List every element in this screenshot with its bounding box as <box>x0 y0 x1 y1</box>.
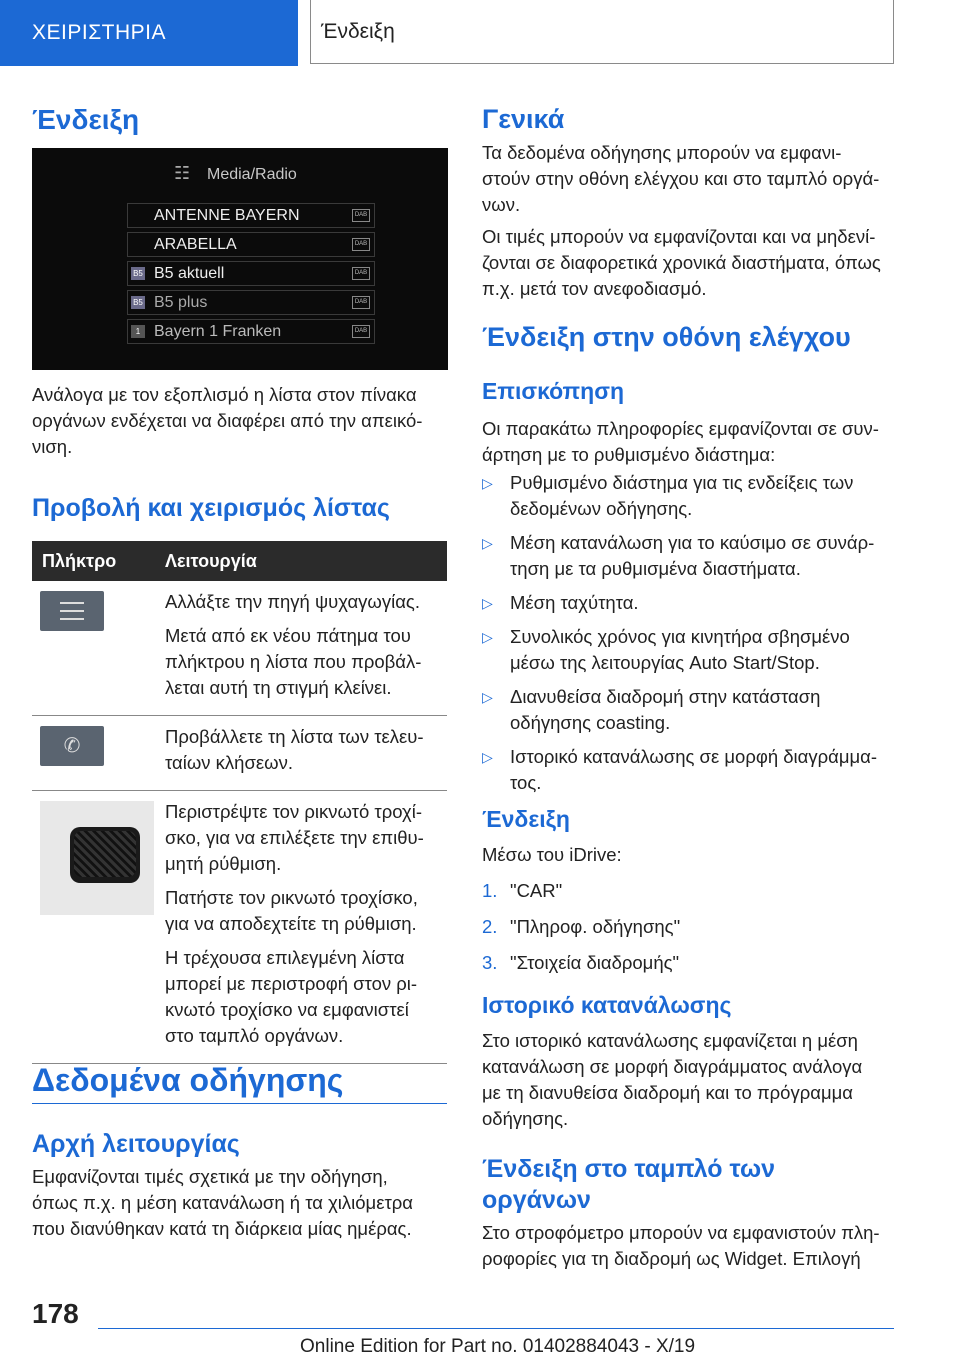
general-text: Οι τιμές μπορούν να εμφανίζονται και να μηδενί- ζονται σε διαφορετικά χρονικά διαστήματα, όπως π.χ. μετά τον ανεφοδιασμό. <box>482 226 881 299</box>
triangle-bullet-icon: ▷ <box>482 595 493 611</box>
triangle-bullet-icon: ▷ <box>482 475 493 491</box>
phone-button-icon: ✆ <box>40 726 104 766</box>
screen-list-item: 1 Bayern 1 Franken DAB <box>127 319 375 344</box>
station-logo-icon: B5 <box>131 267 145 280</box>
page-number: 178 <box>32 1298 79 1329</box>
general-text: Τα δεδομένα οδήγησης μπορούν να εμφανι- στούν στην οθόνη ελέγχου και στο ταμπλό οργά- νων. <box>482 142 880 215</box>
section-heading-general: Γενικά <box>482 104 565 134</box>
overview-text: Οι παρακάτω πληροφορίες εμφανίζονται σε συν- άρτηση με το ρυθμισμένο διάστημα: <box>482 418 879 465</box>
triangle-bullet-icon: ▷ <box>482 749 493 765</box>
column-header-function: Λειτουργία <box>165 550 257 571</box>
page-title-bar <box>310 0 894 64</box>
station-logo-icon: B5 <box>131 296 145 309</box>
function-text: Πατήστε τον ρικνωτό τροχίσκο, για να αποδεχτείτε τη ρύθμιση. <box>165 887 418 934</box>
list-item: ▷ Μέση ταχύτητα. <box>482 590 894 616</box>
screen-list-item: ARABELLA DAB <box>127 232 375 257</box>
dab-icon: DAB <box>352 267 370 280</box>
screen-list-item: ANTENNE BAYERN DAB <box>127 203 375 228</box>
footer-rule <box>98 1328 894 1329</box>
controller-knob-image <box>40 801 154 915</box>
function-text: Η τρέχουσα επιλεγμένη λίστα μπορεί με περιστροφή στον ρι- κνωτό τροχίσκο να εμφανιστεί στο ταμπλό οργάνων. <box>165 947 418 1046</box>
function-text: Μετά από εκ νέου πάτημα του πλήκτρου η λίστα που προβάλ- λεται αυτή τη στιγμή κλείνει. <box>165 625 422 698</box>
instrument-cluster-text: Στο στροφόμετρο μπορούν να εμφανιστούν πλη- ροφορίες για τη διαδρομή ως Widget. Επιλογή <box>482 1222 880 1269</box>
radio-icon: ☷ <box>174 163 191 183</box>
list-button-icon <box>40 591 104 631</box>
via-idrive-text: Μέσω του iDrive: <box>482 844 622 865</box>
list-item: ▷ Διανυθείσα διαδρομή στην κατάσταση οδήγησης coasting. <box>482 686 821 733</box>
idrive-steps <box>482 878 894 986</box>
page-title: Ένδειξη <box>321 20 395 43</box>
screen-list-item: B5 B5 aktuell DAB <box>127 261 375 286</box>
section-heading-driving-data: Δεδομένα οδήγησης <box>32 1062 344 1098</box>
media-radio-screen-image <box>32 148 448 370</box>
dab-icon: DAB <box>352 209 370 222</box>
trip-start-text: Εμφανίζονται τιμές σχετικά με την οδήγηση, όπως π.χ. η μέση κατανάλωση ή τα χιλιόμετρα που διανύθηκαν κατά τη διάρκεια μίας ημέρας. <box>32 1166 413 1239</box>
table-row <box>32 581 447 716</box>
function-text: Αλλάξτε την πηγή ψυχαγωγίας. <box>165 591 420 612</box>
list-item: 2. "Πληροφ. οδήγησης" <box>482 916 681 937</box>
section-heading-display-2: Ένδειξη <box>482 806 570 832</box>
column-header-key: Πλήκτρο <box>42 550 117 571</box>
screen-title: Media/Radio <box>207 166 297 183</box>
section-heading-trip-start: Αρχή λειτουργίας <box>32 1130 240 1158</box>
list-item: ▷ Μέση κατανάλωση για το καύσιμο σε συνάρ- τηση με τα ρυθμισμένα διαστήματα. <box>482 532 875 579</box>
triangle-bullet-icon: ▷ <box>482 689 493 705</box>
list-item: ▷ Ρυθμισμένο διάστημα για τις ενδείξεις των δεδομένων οδήγησης. <box>482 472 854 519</box>
overview-bullet-list <box>482 470 894 804</box>
list-item: ▷ Ιστορικό κατανάλωσης σε μορφή διαγράμμα- τος. <box>482 746 878 793</box>
list-item: ▷ Συνολικός χρόνος για κινητήρα σβησμένο μέσω της λειτουργίας Auto Start/Stop. <box>482 626 850 673</box>
function-text: Περιστρέψτε τον ρικνωτό τροχί- σκο, για να επιλέξετε την επιθυ- μητή ρύθμιση. <box>165 801 424 874</box>
list-item: 3. "Στοιχεία διαδρομής" <box>482 952 680 973</box>
chapter-label: ΧΕΙΡΙΣΤΗΡΙΑ <box>32 21 167 44</box>
section-heading-history: Ιστορικό κατανάλωσης <box>482 992 732 1018</box>
list-item: 1. "CAR" <box>482 880 563 901</box>
chapter-tab[interactable] <box>0 0 298 66</box>
dab-icon: DAB <box>352 296 370 309</box>
table-row <box>32 716 447 791</box>
history-text: Στο ιστορικό κατανάλωσης εμφανίζεται η μέση κατανάλωση σε μορφή διαγράμματος ανάλογα με τη διανυθείσα διαδρομή και το πρόγραμμα οδήγησης. <box>482 1030 863 1129</box>
triangle-bullet-icon: ▷ <box>482 535 493 551</box>
station-logo-icon: 1 <box>131 325 145 338</box>
screen-list-item: B5 B5 plus DAB <box>127 290 375 315</box>
section-heading-control-display: Ένδειξη στην οθόνη ελέγχου <box>482 322 851 352</box>
section-heading-display: Ένδειξη <box>32 104 140 135</box>
section-heading-instrument-cluster: Ένδειξη στο ταμπλό των οργάνων <box>482 1155 775 1214</box>
table-row <box>32 791 447 1064</box>
screen-caption: Ανάλογα με τον εξοπλισμό η λίστα στον πίνακα οργάνων ενδέχεται να διαφέρει από την απεικό- νιση. <box>32 384 423 457</box>
section-heading-overview: Επισκόπηση <box>482 378 624 404</box>
dab-icon: DAB <box>352 238 370 251</box>
section-heading-list-ops: Προβολή και χειρισμός λίστας <box>32 494 390 522</box>
divider <box>32 1103 447 1104</box>
edition-note: Online Edition for Part no. 01402884043 - X/19 <box>300 1336 696 1357</box>
dab-icon: DAB <box>352 325 370 338</box>
key-function-table <box>32 541 447 1064</box>
function-text: Προβάλλετε τη λίστα των τελευ- ταίων κλήσεων. <box>165 726 424 773</box>
triangle-bullet-icon: ▷ <box>482 629 493 645</box>
